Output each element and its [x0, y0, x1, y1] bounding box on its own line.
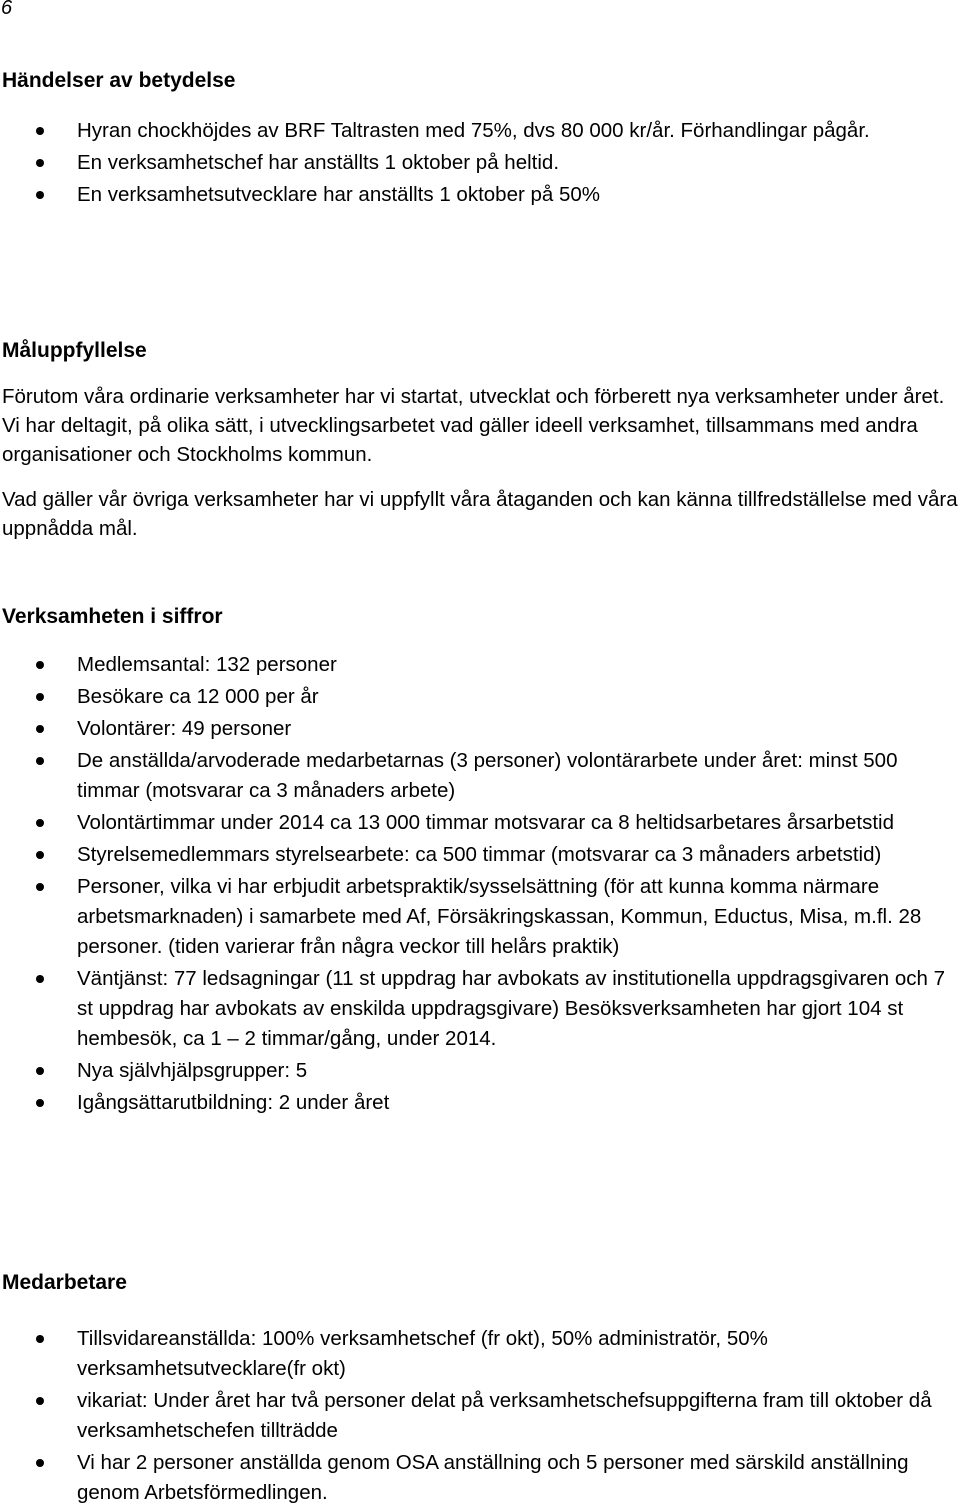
- list-item-text: En verksamhetschef har anställts 1 oktober på heltid.: [77, 151, 560, 174]
- list-item: [0, 148, 960, 178]
- bullet-list-handelser: [0, 116, 960, 212]
- bullet-icon: [36, 693, 44, 701]
- list-item: [0, 1386, 960, 1446]
- bullet-icon: [36, 127, 44, 135]
- bullet-icon: [36, 1335, 44, 1343]
- list-item: [0, 746, 960, 806]
- list-item: [0, 1088, 960, 1118]
- heading-medarbetare: Medarbetare: [2, 1271, 127, 1294]
- page-number: 6: [1, 0, 13, 19]
- list-item-text: Besökare ca 12 000 per år: [77, 685, 319, 708]
- list-item-text: Väntjänst: 77 ledsagningar (11 st uppdrag har avbokats av institutionella uppdragsgivaren och 7 st uppdrag har avbokats av enskilda uppdragsgivare) Besöksverksamheten har gjort 104 st hembesök, ca 1 – 2 timmar/gång, under 2014.: [77, 967, 946, 1050]
- list-item: [0, 682, 960, 712]
- paragraph-maluppfyllelse-2: Vad gäller vår övriga verksamheter har vi uppfyllt våra åtaganden och kan känna tillfredställelse med våra uppnådda mål.: [2, 488, 958, 540]
- bullet-icon: [36, 159, 44, 167]
- bullet-icon: [36, 1099, 44, 1107]
- list-item: [0, 180, 960, 210]
- bullet-list-medarbetare: [0, 1324, 960, 1508]
- list-item-text: Hyran chockhöjdes av BRF Taltrasten med 75%, dvs 80 000 kr/år. Förhandlingar pågår.: [77, 119, 870, 142]
- list-item: [0, 650, 960, 680]
- list-item: [0, 1056, 960, 1086]
- list-item-text: Medlemsantal: 132 personer: [77, 653, 337, 676]
- list-item-text: De anställda/arvoderade medarbetarnas (3 personer) volontärarbete under året: minst 500 timmar (motsvarar ca 3 månaders arbete): [77, 749, 898, 802]
- paragraph-maluppfyllelse-1: Förutom våra ordinarie verksamheter har vi startat, utvecklat och förberett nya verksamheter under året. Vi har deltagit, på olika sätt, i utvecklingsarbetet vad gäller ideell verksamhet, tillsammans med andra organisationer och Stockholms kommun.: [2, 385, 945, 466]
- bullet-icon: [36, 851, 44, 859]
- list-item-text: Nya självhjälpsgrupper: 5: [77, 1059, 308, 1082]
- list-item-text: vikariat: Under året har två personer delat på verksamhetschefsuppgifterna fram till oktober då verksamhetschefen tillträdde: [77, 1389, 932, 1442]
- list-item-text: Volontärer: 49 personer: [77, 717, 292, 740]
- list-item: [0, 964, 960, 1054]
- list-item-text: Personer, vilka vi har erbjudit arbetspraktik/sysselsättning (för att kunna komma närmare arbetsmarknaden) i samarbete med Af, Försäkringskassan, Kommun, Eductus, Misa, m.fl. 28 personer. (tiden varierar från några veckor till helårs praktik): [77, 875, 922, 958]
- bullet-icon: [36, 725, 44, 733]
- list-item-text: En verksamhetsutvecklare har anställts 1 oktober på 50%: [77, 183, 601, 206]
- list-item: [0, 840, 960, 870]
- bullet-icon: [36, 757, 44, 765]
- bullet-list-siffror: [0, 650, 960, 1120]
- bullet-icon: [36, 1067, 44, 1075]
- bullet-icon: [36, 191, 44, 199]
- list-item: [0, 116, 960, 146]
- bullet-icon: [36, 975, 44, 983]
- list-item: [0, 1448, 960, 1508]
- list-item-text: Vi har 2 personer anställda genom OSA anställning och 5 personer med särskild anställning genom Arbetsförmedlingen.: [77, 1451, 909, 1504]
- list-item-text: Styrelsemedlemmars styrelsearbete: ca 500 timmar (motsvarar ca 3 månaders arbetstid): [77, 843, 882, 866]
- list-item-text: Tillsvidareanställda: 100% verksamhetschef (fr okt), 50% administratör, 50% verksamhetsutvecklare(fr okt): [77, 1327, 768, 1380]
- heading-handelser: Händelser av betydelse: [2, 69, 236, 92]
- list-item: [0, 808, 960, 838]
- bullet-icon: [36, 661, 44, 669]
- list-item: [0, 714, 960, 744]
- heading-maluppfyllelse: Måluppfyllelse: [2, 339, 147, 362]
- heading-verksamheten-i-siffror: Verksamheten i siffror: [2, 605, 223, 628]
- bullet-icon: [36, 819, 44, 827]
- list-item: [0, 872, 960, 962]
- bullet-icon: [36, 883, 44, 891]
- bullet-icon: [36, 1397, 44, 1405]
- bullet-icon: [36, 1459, 44, 1467]
- list-item-text: Igångsättarutbildning: 2 under året: [77, 1091, 390, 1114]
- list-item-text: Volontärtimmar under 2014 ca 13 000 timmar motsvarar ca 8 heltidsarbetares årsarbetstid: [77, 811, 894, 834]
- list-item: [0, 1324, 960, 1384]
